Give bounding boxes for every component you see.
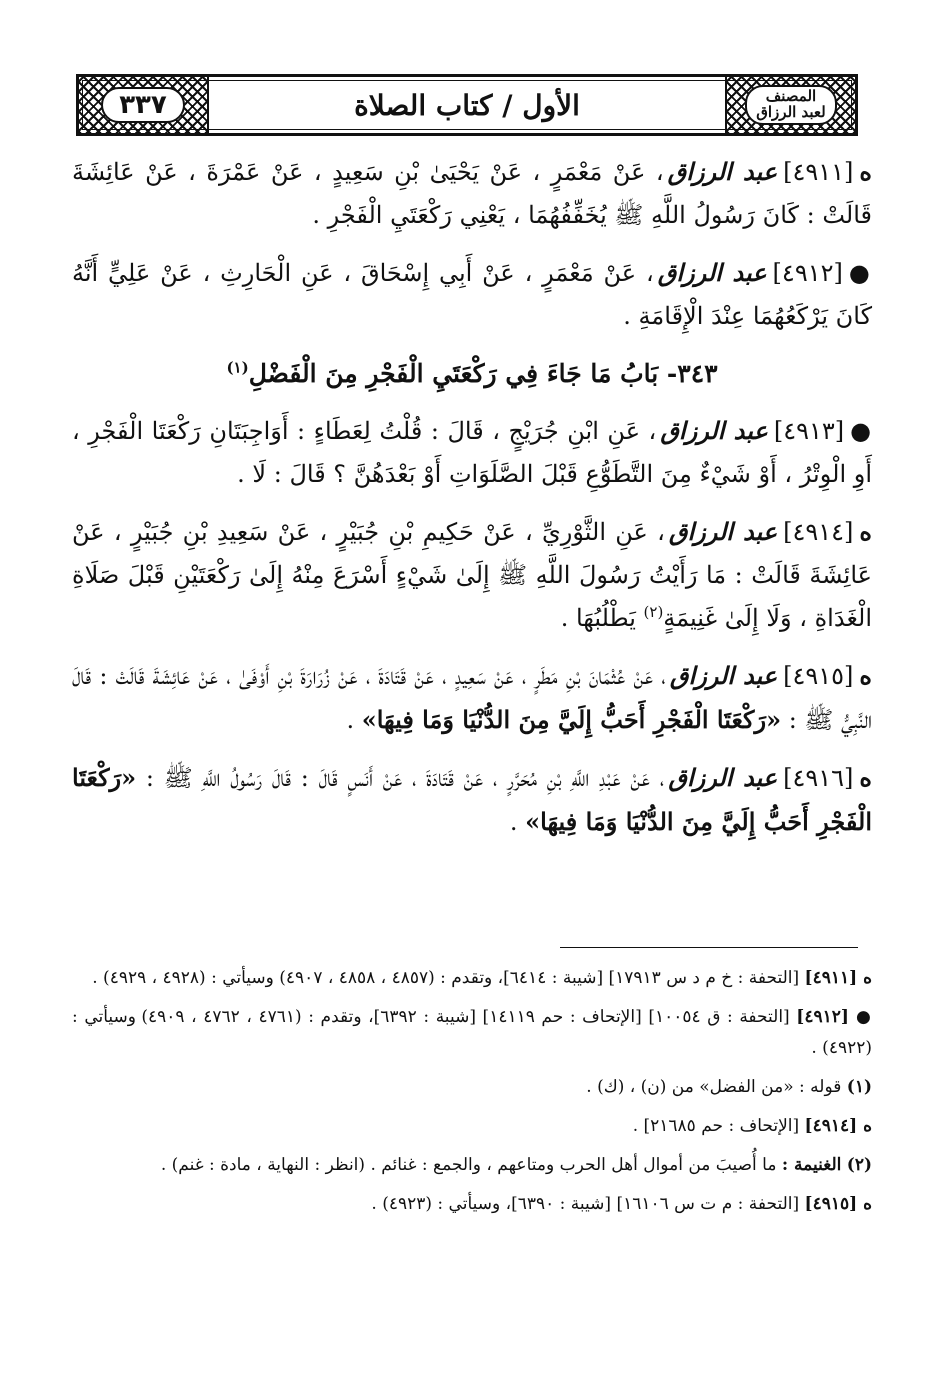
header-ornament-right [725,77,855,133]
footnote-ref: ه [٤٩١٥] [804,1194,872,1214]
running-title: الأول / كتاب الصلاة [354,88,580,122]
footnote-text: [التحفة : خ م د س ١٧٩١٣] [شيبة : ٦٤١٤]، وتقدم : (٤٨٥٧ ، ٤٨٥٨ ، ٤٩٠٧) وسيأتي : (٤٩٢٨ ، ٤٩٢٩) . [92,968,800,988]
hadith-text: ، عَنِ ابْنِ جُرَيْجٍ ، قَالَ : قُلْتُ لِعَطَاءٍ : أَوَاجِبَتَانِ رَكْعَتَا الْفَجْرِ ، أَوِ الْوِتْرُ ، أَوْ شَيْءٌ مِنَ التَّطَوُّعِ قَبْلَ الصَّلَوَاتِ أَوْ بَعْدَهُنَّ ؟ قَالَ : لَا . [72,417,872,488]
hadith-number: [٤٩١٤] [783,518,854,546]
hadith-number: [٤٩١١] [783,158,854,186]
hadith-number: [٤٩١٥] [783,662,854,690]
narrator-name: عبد الرزاق [668,763,778,792]
header-ornament-left [79,77,209,133]
hadith-mark: ه [859,157,872,186]
footnote-4915 [72,1189,872,1220]
hadith-text-end: يَطْلُبُهَا . [560,604,636,632]
footnote-divider [560,947,858,948]
hadith-text: ، عَنْ مَعْمَرٍ ، عَنْ أَبِي إِسْحَاقَ ، عَنِ الْحَارِثِ ، عَنْ عَلِيٍّ أَنَّهُ كَانَ يَرْكَعُهُمَا عِنْدَ الْإِقَامَةِ . [72,259,872,330]
footnote-4911 [72,963,872,994]
hadith-4913 [72,409,872,496]
footnote-ref: ه [٤٩١٤] [804,1116,872,1136]
hadith-mark: ه [859,517,872,546]
footnote-ref: (١) [846,1077,872,1097]
hadith-text-end: . [509,808,518,836]
footnote-text: [الإتحاف : حم ٢١٦٨٥] . [632,1116,800,1136]
footnote-term: الغنيمة : [781,1155,842,1175]
footnote-ref-1[interactable]: (١) [226,358,249,377]
hadith-number: [٤٩١٣] [773,417,845,445]
prophetic-saying: «رَكْعَتَا الْفَجْرِ أَحَبُّ إِلَيَّ مِنَ الدُّنْيَا وَمَا فِيهَا» [72,763,872,836]
footnote-ref: ● [٤٩١٢] [796,1007,873,1027]
footnote-ref: (٢) [846,1155,872,1175]
hadith-4912 [72,251,872,338]
hadith-4915 [72,654,872,742]
page-header [76,74,858,136]
hadith-number: [٤٩١٢] [772,259,843,287]
hadith-mark: ● [848,258,873,287]
hadith-mark: ● [850,416,872,445]
narrator-name: عبد الرزاق [660,416,768,445]
hadith-4916 [72,756,872,844]
hadith-mark: ه [859,763,872,792]
hadith-4911 [72,150,872,237]
footnote-ref: ه [٤٩١١] [804,968,872,988]
narrator-name: عبد الرزاق [667,157,778,186]
footnote-4914 [72,1111,872,1142]
hadith-text: ، عَنْ عُثْمَانَ بْنِ مَطَرٍ ، عَنْ سَعِيدٍ ، عَنْ قَتَادَةَ ، عَنْ زُرَارَةَ بْنِ أَوْفَىٰ ، عَنْ عَائِشَةَ قَالَتْ : قَالَ النَّبِيُّ ﷺ : [72,662,872,734]
hadith-text: ، عَنِ الثَّوْرِيِّ ، عَنْ حَكِيمِ بْنِ جُبَيْرٍ ، عَنْ سَعِيدِ بْنِ جُبَيْرٍ ، عَنْ عَائِشَةَ قَالَتْ : مَا رَأَيْتُ رَسُولَ اللَّهِ ﷺ إِلَىٰ شَيْءٍ أَسْرَعَ مِنْهُ إِلَىٰ رَكْعَتَيْنِ قَبْلَ صَلَاةِ الْغَدَاةِ ، وَلَا إِلَىٰ غَنِيمَةٍ [72,518,872,632]
footnote-4912 [72,1002,872,1064]
footnote-text: [التحفة : ق ١٠٠٥٤] [الإتحاف : حم ١٤١١٩] [شيبة : ٦٣٩٢]، وتقدم : (٤٧٦١ ، ٤٧٦٢ ، ٤٩٠٩) وسيأتي : (٤٩٢٢) . [72,1007,872,1058]
book-seal [745,85,837,125]
hadith-text: ، عَنْ مَعْمَرٍ ، عَنْ يَحْيَىٰ بْنِ سَعِيدٍ ، عَنْ عَمْرَةَ ، عَنْ عَائِشَةَ قَالَتْ : كَانَ رَسُولُ اللَّهِ ﷺ يُخَفِّفُهُمَا ، يَعْنِي رَكْعَتَيِ الْفَجْرِ . [72,158,872,229]
hadith-mark: ه [859,661,872,690]
hadith-number: [٤٩١٦] [783,764,854,792]
hadith-text-end: . [346,706,355,734]
narrator-name: عبد الرزاق [657,258,767,287]
main-text [72,150,872,858]
footnote-2 [72,1150,872,1181]
narrator-name: عبد الرزاق [668,517,778,546]
prophetic-saying: «رَكْعَتَا الْفَجْرِ أَحَبُّ إِلَيَّ مِنَ الدُّنْيَا وَمَا فِيهَا» [361,705,782,734]
narrator-name: عبد الرزاق [669,661,778,690]
footnote-1 [72,1072,872,1103]
seal-line-2: لعبد الرزاق [756,103,826,121]
footnote-text: قوله : «من الفضل» من (ن) ، (ك) . [586,1077,842,1097]
footnote-ref-2[interactable]: (٢) [643,603,664,621]
chapter-heading [72,352,872,395]
hadith-text: ، عَنْ عَبْدِ اللَّهِ بْنِ مُحَرَّرٍ ، عَنْ قَتَادَةَ ، عَنْ أَنَسٍ قَالَ : قَالَ رَسُولُ اللَّهِ ﷺ : [145,764,665,792]
footnote-text: ما أُصيبَ من أموال أهل الحرب ومتاعهم ، والجمع : غنائم . (انظر : النهاية ، مادة : غنم) . [160,1155,777,1175]
hadith-4914 [72,510,872,640]
footnote-text: [التحفة : م ت س ١٦١٠٦] [شيبة : ٦٣٩٠]، وسيأتي : (٤٩٢٣) . [371,1194,800,1214]
page-number: ٣٣٧ [101,87,185,123]
chapter-title: ٣٤٣- بَابُ مَا جَاءَ فِي رَكْعَتَيِ الْفَجْرِ مِنَ الْفَضْلِ [248,359,718,388]
footnotes [72,963,872,1228]
seal-line-1: المصنف [765,87,817,106]
